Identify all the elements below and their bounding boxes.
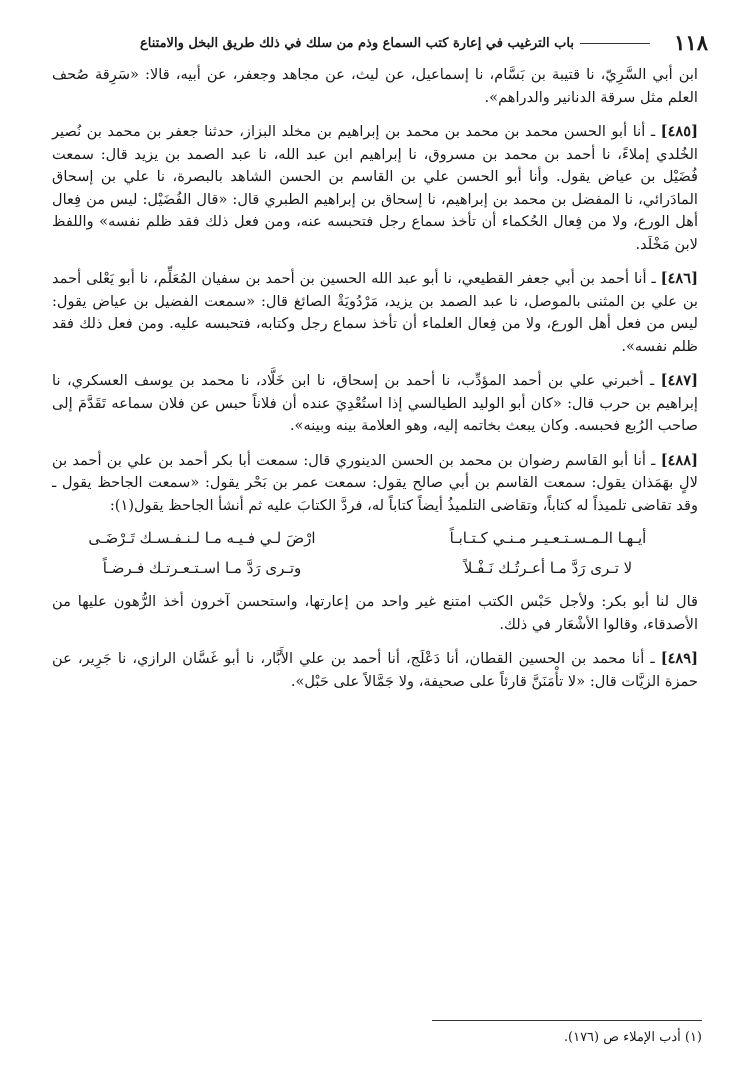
footnote-divider bbox=[432, 1020, 702, 1021]
main-text bbox=[52, 64, 698, 705]
paragraph-text: ـ أنا محمد بن الحسين القطان، أنا دَعْلَج، أنا أحمد بن علي الأَبَّار، نا أبو غَسَّان الرازي، نا جَرِير، عن حمزة الزيَّات قال: «لا تأْمَنَنَّ قارئاً على صحيفة، ولا جَمَّالاً على حَبْل». bbox=[52, 650, 698, 690]
page-number: ١١٨ bbox=[674, 30, 708, 55]
paragraph-text: ـ أنا أبو القاسم رضوان بن محمد بن الحسن الدينوري قال: سمعت أبا بكر أحمد بن علي بن أحمد بن لالٍ بهَمَذان يقول: سمعت القاسم بن أبي صالح يقول: سمعت عمر بن بَحْر يقول: «سمعت الجاحظ يقول ـ وقد تقاضى تلميذاً له كتاباً، وتقاضى التلميذُ أيضاً كتاباً له، فردَّ الكتابَ عليه ثم أنشأ الجاحظ يقول(١): bbox=[52, 451, 698, 514]
paragraph-486 bbox=[52, 268, 698, 358]
footnote: (١) أدب الإملاء ص (١٧٦). bbox=[563, 1030, 702, 1045]
paragraph-after-poem bbox=[52, 591, 698, 636]
paragraph-489 bbox=[52, 648, 698, 693]
poem-verse bbox=[52, 523, 698, 553]
paragraph-continued bbox=[52, 64, 698, 109]
poem-verse bbox=[52, 553, 698, 583]
paragraph-485 bbox=[52, 121, 698, 256]
page-header bbox=[36, 30, 708, 60]
poem bbox=[52, 523, 698, 583]
paragraph-text: ـ أخبرني علي بن أحمد المؤدِّب، نا أحمد بن إسحاق، نا ابن خَلَّاد، نا محمد بن يوسف العسكري، نا إبراهيم بن حرب قال: «كان أبو الوليد الطيالسي إذا استُعْدِيَ عنده أن فلاناً حبس عن فلان سماعه تَقَدَّمَ إلى صاحب الرُبع فحبسه. وكان يبعث بخاتمه إليه، وهو العلامة بينه وبينه». bbox=[52, 372, 698, 434]
running-title: باب الترغيب في إعارة كتب السماع وذم من سلك في ذلك طريق البخل والامتناع bbox=[36, 36, 650, 51]
hadith-number: [٤٨٨] bbox=[660, 451, 699, 469]
paragraph-text: قال لنا أبو بكر: ولأجل حَبْس الكتب امتنع غير واحد من إعارتها، واستحسن آخرون أخذ الرُّهون عليها من الأصدقاء، وقالوا الأشْعَار في ذلك. bbox=[52, 593, 698, 633]
paragraph-text: ـ أنا أحمد بن أبي جعفر القطيعي، نا أبو عبد الله الحسين بن أحمد بن سفيان المُعَلِّم، نا أبو يَعْلى أحمد بن علي بن المثنى بالموصل، نا عبد الصمد بن يزيد، مَرْدُويَةْ الصائغ قال: «سمعت الفضيل بن عياض يقول: ليس من فعل أهل الورع، ولا من فِعال العلماء أن تأخذ سماع رجل وكتابه، فتحبسه عليه. ومن فعل ذلك فقد ظلم نفسه». bbox=[52, 270, 698, 355]
hadith-number: [٤٨٧] bbox=[660, 372, 698, 389]
paragraph-487 bbox=[52, 370, 698, 438]
poem-second-hemistich: ارْضَ لـي فـيـه مـا لـنـفـسـك تَـرْضَـى bbox=[88, 529, 316, 547]
paragraph-488 bbox=[52, 450, 698, 518]
poem-second-hemistich: وتـرى رَدَّ مـا اسـتـعـرتـك فـرضـاً bbox=[102, 559, 302, 577]
poem-first-hemistich: لا تـرى رَدَّ مـا أعـرتُـك نَـفْـلاً bbox=[463, 559, 633, 577]
paragraph-text: ابن أبي السَّرِيّ، نا قتيبة بن بَسَّام، نا إسماعيل، عن ليث، عن مجاهد وجعفر، عن أبيه، قالا: «سَرِقة صُحف العلم مثل سرقة الدنانير والدراهم». bbox=[52, 66, 698, 106]
hadith-number: [٤٨٦] bbox=[660, 270, 698, 287]
paragraph-text: ـ أنا أبو الحسن محمد بن محمد بن محمد بن إبراهيم بن مخلد البزاز، حدثنا جعفر بن محمد بن نُصير الخُلدي إملاءً، نا أحمد بن محمد بن مسروق، نا إبراهيم ابن عبد الله، نا عبد الصمد بن يزيد قال: سمعت فُضَيْل بن عياض يقول. وأنا أبو الحسن علي بن القاسم بن الحسن الشاهد بالبصرة، نا علي بن إسحاق المادَرائي، نا المفضل بن محمد بن إبراهيم، نا إسحاق بن إبراهيم الطبري قال: «قال الفُضَيْل: ليس من فِعال أهل الورع، ولا من فِعال الحُكماء أن تأخذ سماع رجل فتحبسه عنه، ومن فعل ذلك فقد ظلم نفسه» واللفظ لابن مَخْلَد. bbox=[52, 123, 698, 253]
hadith-number: [٤٨٥] bbox=[660, 123, 698, 140]
hadith-number: [٤٨٩] bbox=[660, 650, 699, 667]
poem-first-hemistich: أيـهـا الـمـسـتـعـيـر مـنـي كـتـابـاً bbox=[449, 529, 647, 547]
